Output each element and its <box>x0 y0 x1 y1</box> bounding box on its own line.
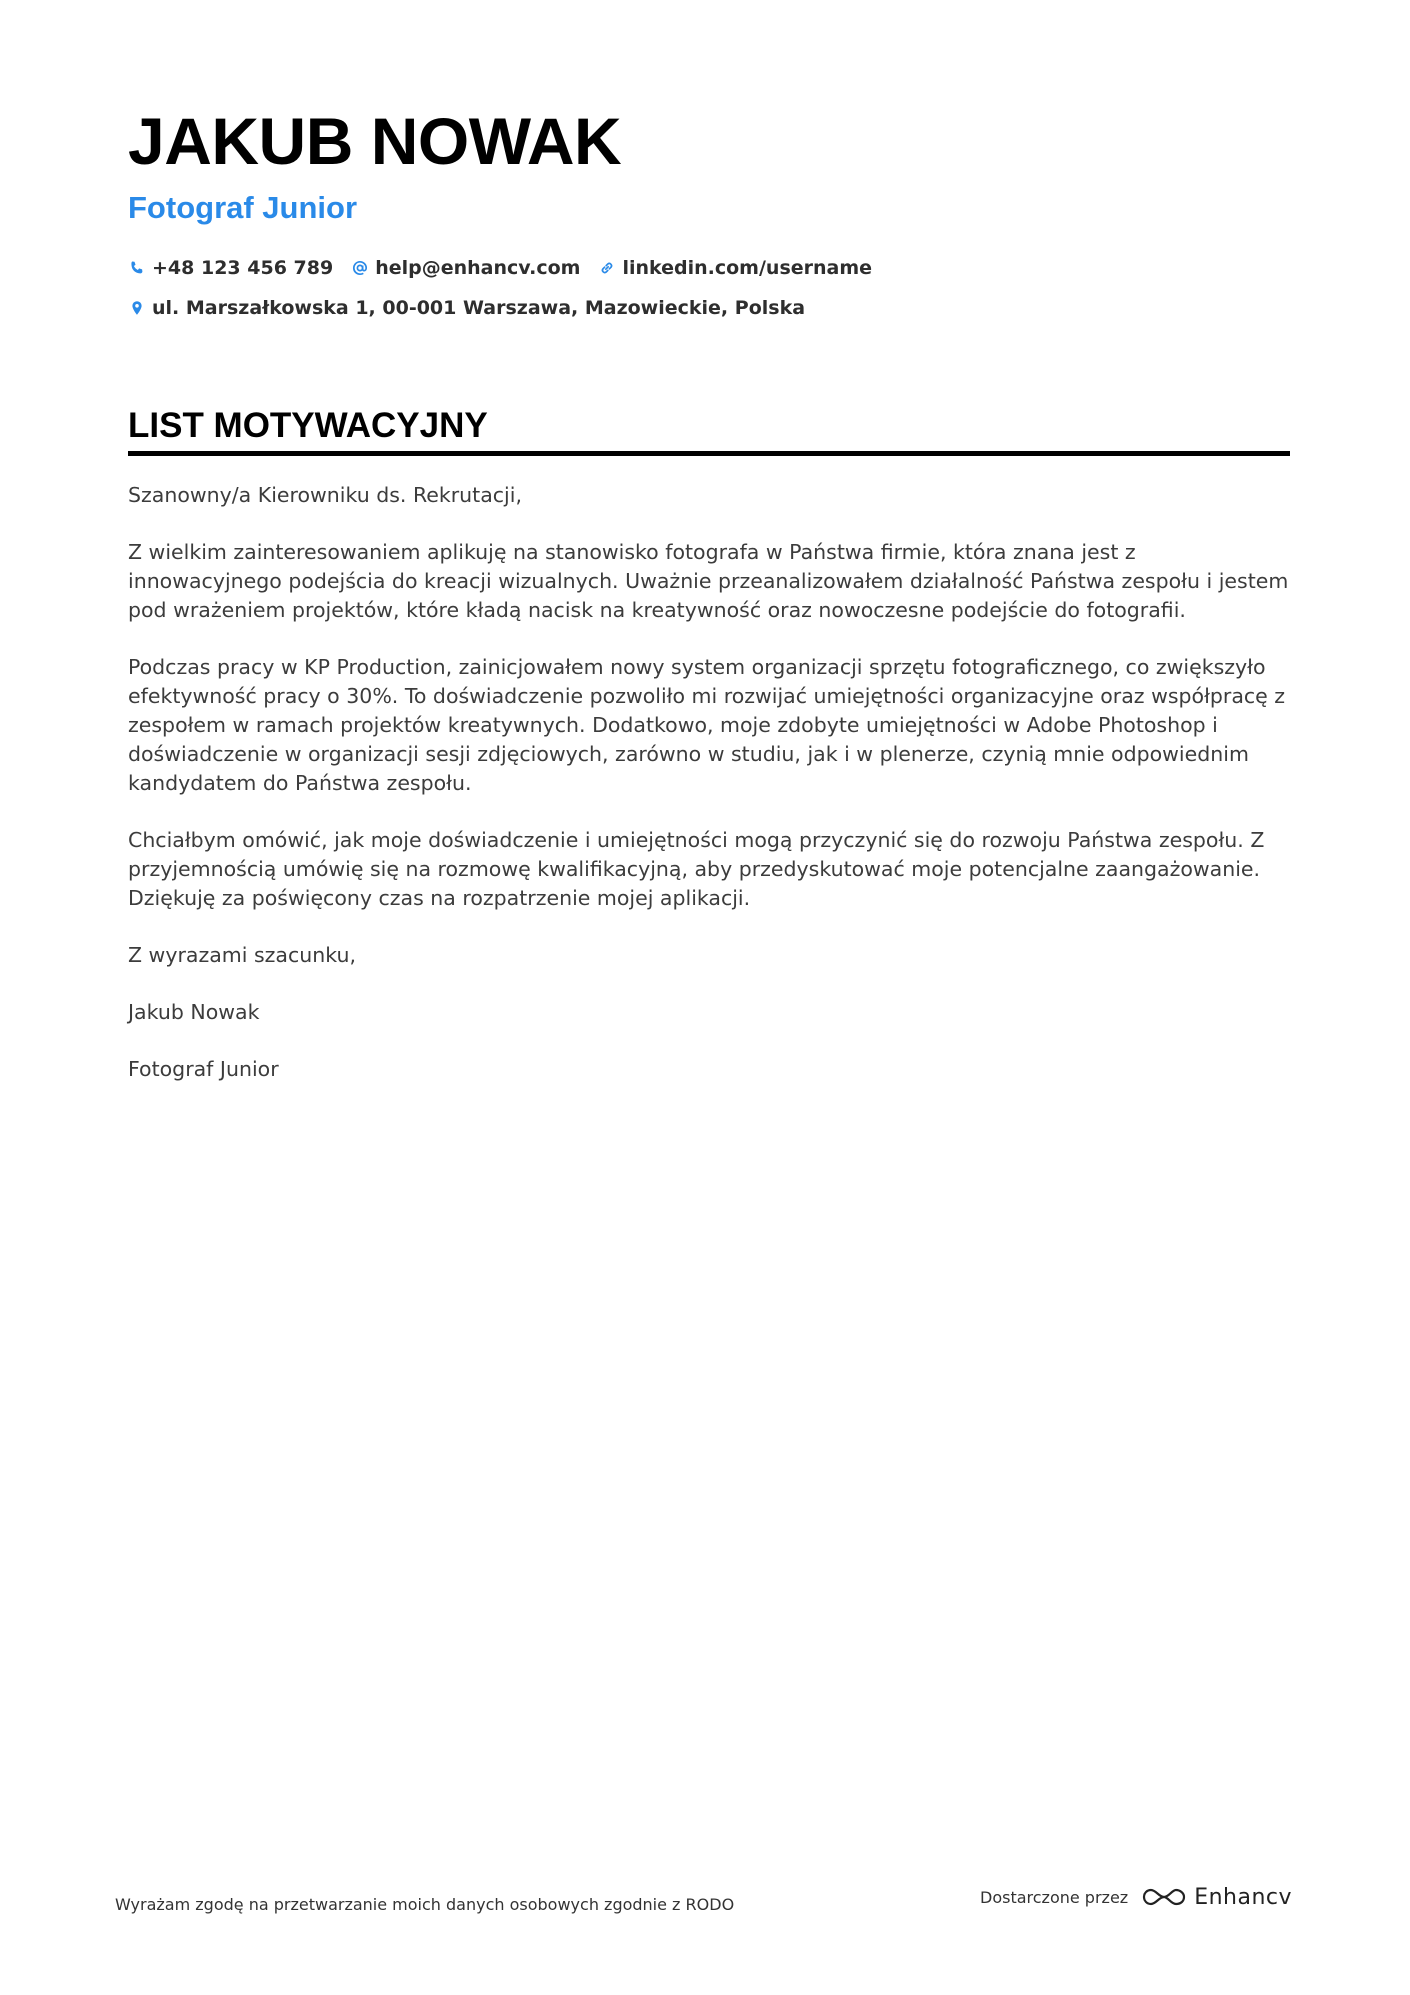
signature-title: Fotograf Junior <box>128 1057 279 1081</box>
contact-linkedin[interactable] <box>598 257 872 279</box>
powered-by-label: Dostarczone przez <box>980 1887 1129 1907</box>
candidate-name: JAKUB NOWAK <box>128 104 622 178</box>
enhancv-brand-name: Enhancv <box>1194 1884 1293 1910</box>
contact-email[interactable] <box>351 257 580 279</box>
letter-greeting: Szanowny/a Kierowniku ds. Rekrutacji, <box>128 483 522 507</box>
address-text: ul. Marszałkowska 1, 00-001 Warszawa, Mazowieckie, Polska <box>152 297 806 319</box>
letter-paragraph-1: Z wielkim zainteresowaniem aplikuję na stanowisko fotografa w Państwa firmie, która znana jest z innowacyjnego podejścia do kreacji wizualnych. Uważnie przeanalizowałem działalność Państwa zespołu i jestem pod wrażeniem projektów, które kładą nacisk na kreatywność oraz nowoczesne podejście do fotografii. <box>128 540 1289 622</box>
powered-by[interactable] <box>980 1884 1292 1910</box>
link-icon <box>598 259 616 277</box>
letter-paragraph-3: Chciałbym omówić, jak moje doświadczenie i umiejętności mogą przyczynić się do rozwoju Państwa zespołu. Z przyjemnością umówię się na rozmowę kwalifikacyjną, aby przedyskutować moje potencjalne zaangażowanie. Dziękuję za poświęcony czas na rozpatrzenie mojej aplikacji. <box>128 828 1265 910</box>
phone-icon <box>128 259 146 277</box>
enhancv-logo-icon <box>1140 1884 1188 1910</box>
location-pin-icon <box>128 299 146 317</box>
gdpr-consent: Wyrażam zgodę na przetwarzanie moich danych osobowych zgodnie z RODO <box>115 1895 735 1914</box>
section-heading: LIST MOTYWACYJNY <box>128 408 1290 456</box>
letter-paragraph-2: Podczas pracy w KP Production, zainicjowałem nowy system organizacji sprzętu fotograficznego, co zwiększyło efektywność pracy o 30%. To doświadczenie pozwoliło mi rozwijać umiejętności organizacyjne oraz współpracę z zespołem w ramach projektów kreatywnych. Dodatkowo, moje zdobyte umiejętności w Adobe Photoshop i doświadczenie w organizacji sesji zdjęciowych, zarówno w studiu, jak i w plenerze, czynią mnie odpowiednim kandydatem do Państwa zespołu. <box>128 655 1286 795</box>
contact-row-1 <box>128 254 890 282</box>
contact-info <box>128 254 890 334</box>
linkedin-url[interactable]: linkedin.com/username <box>622 257 873 279</box>
letter-body <box>128 481 1290 1112</box>
at-icon <box>351 259 369 277</box>
signature-name: Jakub Nowak <box>128 1000 260 1024</box>
email-address[interactable]: help@enhancv.com <box>375 257 581 279</box>
contact-row-2 <box>128 294 890 322</box>
contact-phone <box>128 257 333 279</box>
letter-closing: Z wyrazami szacunku, <box>128 943 356 967</box>
candidate-title: Fotograf Junior <box>128 190 358 225</box>
phone-number: +48 123 456 789 <box>152 257 334 279</box>
contact-address <box>128 297 805 319</box>
